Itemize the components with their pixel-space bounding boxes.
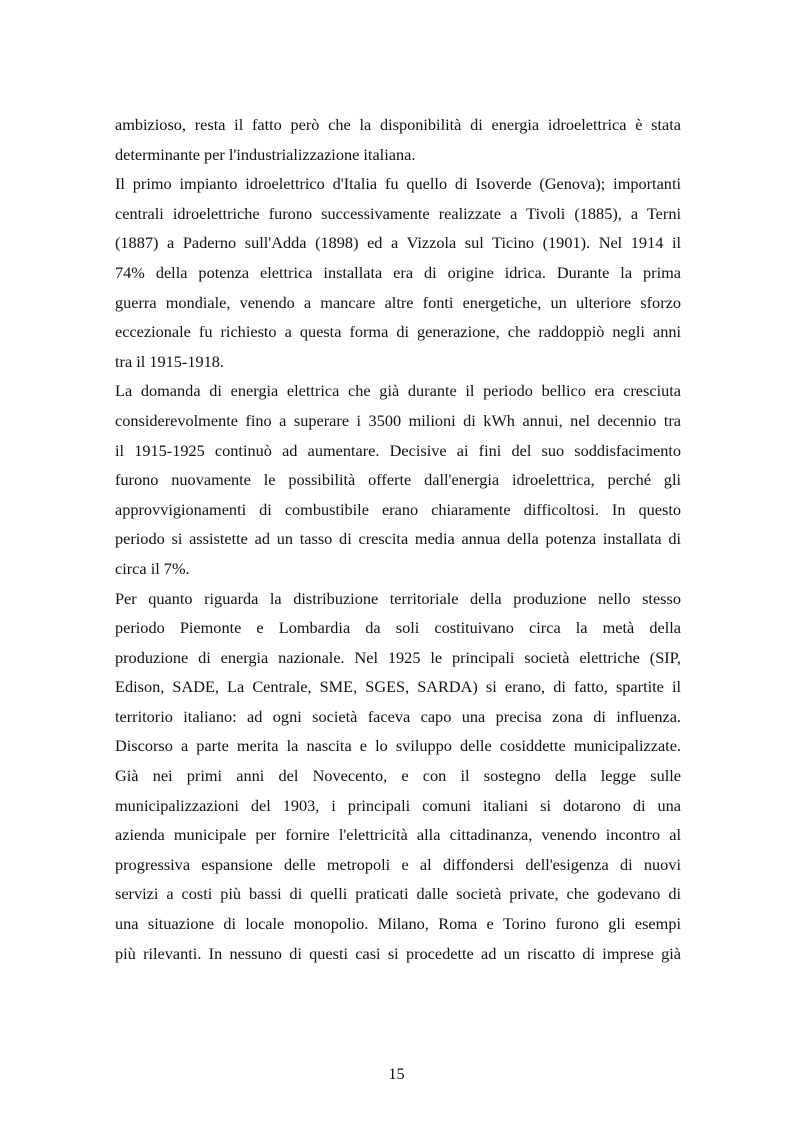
text-line: municipalizzazioni del 1903, i principali comuni italiani si dotarono di una [115, 795, 681, 815]
text-line: considerevolmente fino a superare i 3500 milioni di kWh annui, nel decennio tra [115, 410, 681, 430]
text-line: approvvigionamenti di combustibile erano chiaramente difficoltosi. In questo [115, 499, 681, 519]
text-line: La domanda di energia elettrica che già durante il periodo bellico era cresciuta [115, 381, 681, 401]
text-line: furono nuovamente le possibilità offerte dall'energia idroelettrica, perché gli [115, 470, 681, 490]
text-line: Già nei primi anni del Novecento, e con il sostegno della legge sulle [115, 766, 681, 786]
text-line: più rilevanti. In nessuno di questi casi si procedette ad un riscatto di imprese già [115, 943, 681, 963]
body-text [115, 110, 681, 968]
text-line: circa il 7%. [115, 558, 190, 578]
text-line: guerra mondiale, venendo a mancare altre fonti energetiche, un ulteriore sforzo [115, 292, 681, 312]
text-line: Edison, SADE, La Centrale, SME, SGES, SARDA) si erano, di fatto, spartite il [115, 677, 681, 697]
text-line: (1887) a Paderno sull'Adda (1898) ed a Vizzola sul Ticino (1901). Nel 1914 il [115, 233, 681, 253]
text-line: ambizioso, resta il fatto però che la disponibilità di energia idroelettrica è stata [115, 115, 681, 134]
text-line: Per quanto riguarda la distribuzione territoriale della produzione nello stesso [115, 588, 681, 608]
text-line: Discorso a parte merita la nascita e lo sviluppo delle cosiddette municipalizzate. [115, 736, 681, 756]
text-line: produzione di energia nazionale. Nel 1925 le principali società elettriche (SIP, [115, 647, 681, 667]
text-line: 74% della potenza elettrica installata era di origine idrica. Durante la prima [115, 262, 681, 282]
text-line: eccezionale fu richiesto a questa forma di generazione, che raddoppiò negli anni [115, 322, 681, 342]
text-line: il 1915-1925 continuò ad aumentare. Decisive ai fini del suo soddisfacimento [115, 440, 681, 460]
text-line: azienda municipale per fornire l'elettricità alla cittadinanza, venendo incontro al [115, 825, 681, 845]
text-line: periodo Piemonte e Lombardia da soli costituivano circa la metà della [115, 618, 681, 638]
text-line: tra il 1915-1918. [115, 351, 224, 371]
page-number: 15 [388, 1064, 405, 1083]
text-line: una situazione di locale monopolio. Milano, Roma e Torino furono gli esempi [115, 914, 681, 934]
text-line: determinante per l'industrializzazione italiana. [115, 144, 416, 164]
text-line: Il primo impianto idroelettrico d'Italia fu quello di Isoverde (Genova); importanti [115, 174, 681, 194]
text-line: progressiva espansione delle metropoli e al diffondersi dell'esigenza di nuovi [115, 854, 681, 874]
text-line: servizi a costi più bassi di quelli praticati dalle società private, che godevano di [115, 884, 681, 904]
text-line: territorio italiano: ad ogni società faceva capo una precisa zona di influenza. [115, 706, 681, 726]
text-line: periodo si assistette ad un tasso di crescita media annua della potenza installata di [115, 529, 681, 549]
text-line: centrali idroelettriche furono successivamente realizzate a Tivoli (1885), a Terni [115, 203, 681, 223]
